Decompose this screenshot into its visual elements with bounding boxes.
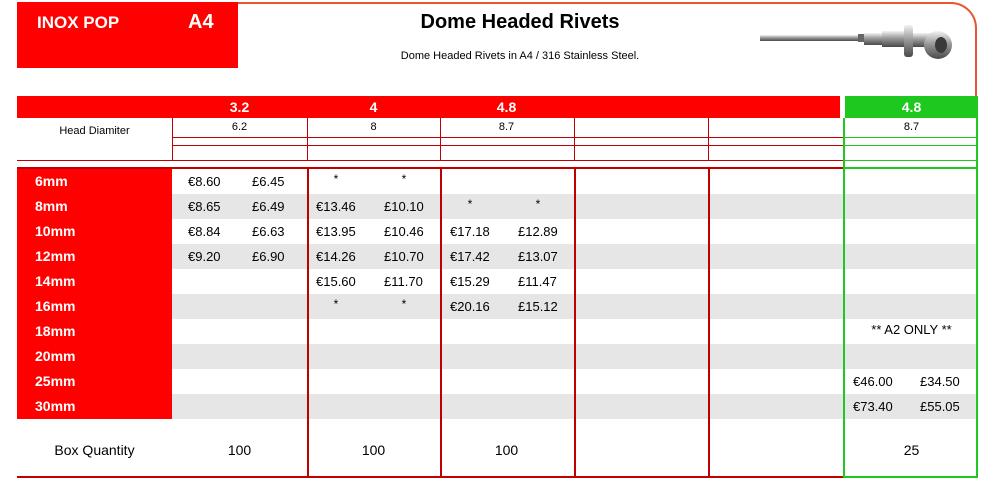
price-gbp: £10.70 — [384, 249, 424, 264]
not-available-mark: * — [401, 297, 407, 311]
price-gbp: £13.07 — [518, 249, 558, 264]
col-divider — [708, 169, 710, 477]
price-eur: €14.26 — [316, 249, 356, 264]
col-divider — [440, 118, 441, 160]
a2-col-right — [976, 118, 978, 478]
price-eur: €13.95 — [316, 224, 356, 239]
not-available-mark: * — [333, 172, 339, 186]
box-quantity-value: 25 — [903, 442, 920, 458]
size-label-4: 4 — [369, 99, 378, 115]
rivet-image — [758, 25, 958, 65]
col-divider — [307, 118, 308, 160]
col-divider — [708, 118, 709, 160]
price-eur: €46.00 — [853, 374, 893, 389]
price-gbp: £10.46 — [384, 224, 424, 239]
row-length-label: 6mm — [17, 169, 172, 194]
size-label-4-8-a2: 4.8 — [901, 99, 922, 115]
brand-name: INOX POP — [37, 13, 120, 32]
row-length-label: 14mm — [17, 269, 172, 294]
a2-only-note: ** A2 ONLY ** — [871, 322, 952, 337]
hd-divider — [172, 137, 845, 138]
price-gbp: £6.63 — [252, 224, 285, 239]
a2-col-left — [843, 118, 845, 478]
not-available-mark: * — [535, 197, 541, 211]
price-eur: €9.20 — [188, 249, 221, 264]
price-gbp: £34.50 — [920, 374, 960, 389]
row-length-label: 18mm — [17, 319, 172, 344]
price-gbp: £6.45 — [252, 174, 285, 189]
row-length-label: 25mm — [17, 369, 172, 394]
head-diameter-label: Head Diamiter — [59, 125, 130, 137]
price-eur: €73.40 — [853, 399, 893, 414]
row-length-label: 16mm — [17, 294, 172, 319]
price-gbp: £11.70 — [384, 274, 423, 289]
row-length-label: 12mm — [17, 244, 172, 269]
table-top — [17, 167, 845, 169]
price-gbp: £6.90 — [252, 249, 285, 264]
a2-divider — [843, 160, 978, 161]
hd-divider — [17, 160, 845, 161]
box-quantity-value: 100 — [494, 442, 519, 458]
table-bottom — [17, 476, 845, 478]
row-length-label: 30mm — [17, 394, 172, 419]
price-gbp: £11.47 — [518, 274, 557, 289]
price-eur: €8.65 — [188, 199, 221, 214]
head-diameter-value: 8.7 — [903, 121, 920, 133]
col-divider — [172, 118, 173, 160]
not-available-mark: * — [467, 197, 473, 211]
not-available-mark: * — [401, 172, 407, 186]
hd-divider — [172, 145, 845, 146]
price-eur: €20.16 — [450, 299, 490, 314]
col-divider — [574, 169, 576, 477]
a2-divider — [843, 137, 978, 138]
brand-grade: A4 — [188, 11, 214, 33]
price-gbp: £12.89 — [518, 224, 558, 239]
size-label-3-2: 3.2 — [229, 99, 250, 115]
price-eur: €15.60 — [316, 274, 356, 289]
price-gbp: £6.49 — [252, 199, 285, 214]
price-eur: €17.18 — [450, 224, 490, 239]
col-divider — [440, 169, 442, 477]
price-eur: €17.42 — [450, 249, 490, 264]
row-length-label: 20mm — [17, 344, 172, 369]
a2-divider — [843, 145, 978, 146]
price-gbp: £55.05 — [920, 399, 960, 414]
box-quantity-label: Box Quantity — [54, 442, 135, 458]
page-subtitle: Dome Headed Rivets in A4 / 316 Stainless Steel. — [400, 50, 640, 62]
col-divider — [574, 118, 575, 160]
head-diameter-value: 8.7 — [498, 121, 515, 133]
price-eur: €15.29 — [450, 274, 490, 289]
price-gbp: £15.12 — [518, 299, 558, 314]
row-length-label: 10mm — [17, 219, 172, 244]
box-quantity-value: 100 — [227, 442, 252, 458]
size-label-4-8: 4.8 — [496, 99, 517, 115]
price-gbp: £10.10 — [384, 199, 424, 214]
col-divider — [307, 169, 309, 477]
price-eur: €8.84 — [188, 224, 221, 239]
head-diameter-value: 8 — [370, 121, 377, 133]
not-available-mark: * — [333, 297, 339, 311]
head-diameter-value: 6.2 — [231, 121, 248, 133]
a2-bottom — [843, 476, 978, 478]
a2-divider — [843, 167, 978, 169]
price-eur: €13.46 — [316, 199, 356, 214]
box-quantity-value: 100 — [361, 442, 386, 458]
page-title: Dome Headed Rivets — [420, 11, 620, 33]
price-eur: €8.60 — [188, 174, 221, 189]
row-length-label: 8mm — [17, 194, 172, 219]
